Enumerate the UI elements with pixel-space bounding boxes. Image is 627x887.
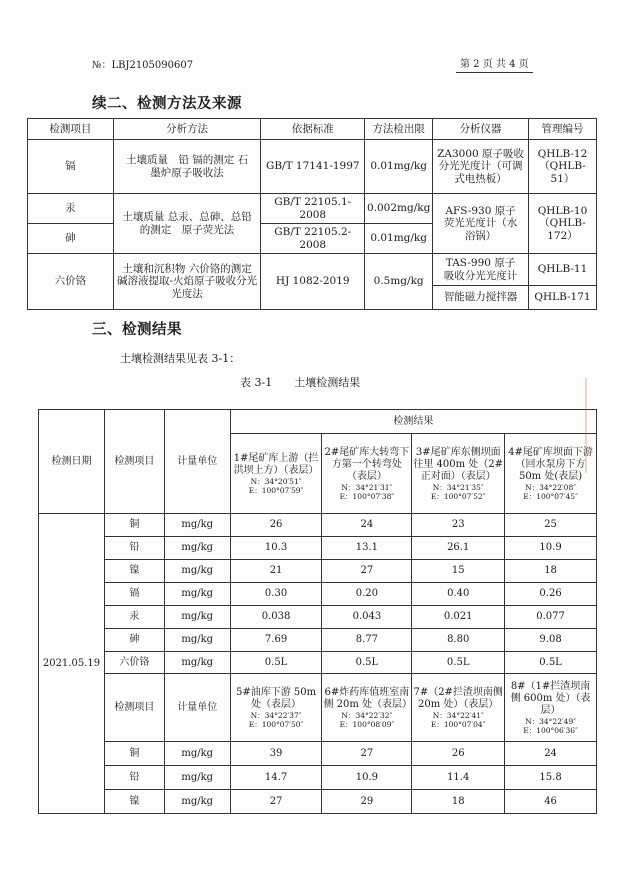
result-value: 8.77 [322, 629, 412, 652]
method-code: QHLB-12（QHLB-51） [528, 140, 596, 194]
result-item: 六价铬 [104, 652, 164, 674]
method-limit: 0.01mg/kg [365, 224, 433, 254]
th-unit-2: 计量单位 [164, 674, 230, 742]
site-lon: E：100°07′38″ [339, 491, 395, 501]
result-row [39, 560, 597, 583]
th-item: 检测项目 [104, 410, 164, 514]
site-name: 5#油库下游 50m 处（表层） [235, 686, 317, 710]
result-value: 7.69 [230, 629, 322, 652]
result-unit: mg/kg [164, 629, 230, 652]
result-unit: mg/kg [164, 583, 230, 606]
method-limit: 0.01mg/kg [365, 140, 433, 194]
site-name: 1#尾矿库上游（拦洪坝上方）（表层） [233, 452, 319, 476]
method-row-hg [28, 194, 597, 224]
method-limit: 0.5mg/kg [365, 254, 433, 310]
result-value: 0.20 [322, 583, 412, 606]
site-lon: E：100°07′59″ [248, 485, 304, 495]
method-desc: 土壤质量 铅 镉的测定 石墨炉原子吸收法 [113, 140, 261, 194]
th-method: 分析方法 [113, 119, 261, 140]
method-item: 汞 [28, 194, 114, 224]
method-standard: HJ 1082-2019 [261, 254, 365, 310]
result-unit: mg/kg [164, 537, 230, 560]
result-value: 26 [412, 742, 505, 766]
site-name: 8#（1#拦渣坝南侧 600m 处）（表层） [510, 680, 591, 716]
site-lat: N：34°21′31″ [341, 482, 393, 492]
result-item: 砷 [104, 629, 164, 652]
site-lon: E：100°06′36″ [523, 725, 578, 735]
result-value: 0.5L [505, 652, 597, 674]
result-value: 0.038 [230, 606, 322, 629]
seal-stamp-edge [585, 378, 627, 473]
method-desc: 土壤质量 总汞、总砷、总铅的测定 原子荧光法 [113, 194, 261, 254]
result-unit: mg/kg [164, 560, 230, 583]
result-unit: mg/kg [164, 790, 230, 814]
site-cell [230, 674, 322, 742]
site-cell [230, 434, 322, 514]
site-lat: N：34°20′51″ [250, 476, 302, 486]
method-item: 六价铬 [28, 254, 114, 310]
site-lat: N：34°22′37″ [250, 710, 302, 720]
method-instrument: 智能磁力搅拌器 [433, 286, 529, 310]
result-value: 10.9 [322, 766, 412, 790]
result-unit: mg/kg [164, 606, 230, 629]
result-value: 25 [505, 514, 597, 537]
result-unit: mg/kg [164, 514, 230, 537]
result-item: 镍 [104, 790, 164, 814]
result-item: 铜 [104, 742, 164, 766]
result-value: 8.80 [412, 629, 505, 652]
result-value: 15 [412, 560, 505, 583]
site-lat: N：34°22′49″ [525, 716, 577, 726]
result-item: 镍 [104, 560, 164, 583]
result-row [39, 514, 597, 537]
result-value: 10.3 [230, 537, 322, 560]
result-value: 26.1 [412, 537, 505, 560]
result-value: 0.5L [230, 652, 322, 674]
result-row [39, 652, 597, 674]
result-value: 14.7 [230, 766, 322, 790]
method-item: 砷 [28, 224, 114, 254]
method-code: QHLB-10（QHLB-172） [528, 194, 596, 254]
result-value: 27 [322, 560, 412, 583]
result-item: 镉 [104, 583, 164, 606]
method-instrument: AFS-930 原子荧光光度计（水浴锅） [433, 194, 529, 254]
method-desc: 土壤和沉积物 六价铬的测定 碱溶液提取-火焰原子吸收分光光度法 [113, 254, 261, 310]
result-value: 29 [322, 790, 412, 814]
result-unit: mg/kg [164, 766, 230, 790]
site-name: 3#尾矿库东侧坝面往里 400m 处（2#正对面）（表层） [413, 446, 504, 482]
result-value: 18 [505, 560, 597, 583]
method-code: QHLB-171 [528, 286, 596, 310]
result-value: 21 [230, 560, 322, 583]
th-unit: 计量单位 [164, 410, 230, 514]
site-lon: E：100°08′09″ [339, 719, 395, 729]
site-lat: N：34°22′32″ [341, 710, 393, 720]
result-row [39, 537, 597, 560]
result-value: 0.5L [322, 652, 412, 674]
result-value: 39 [230, 742, 322, 766]
result-value: 10.9 [505, 537, 597, 560]
site-cell [322, 434, 412, 514]
result-value: 18 [412, 790, 505, 814]
result-value: 24 [505, 742, 597, 766]
result-value: 0.077 [505, 606, 597, 629]
site-lat: N：34°22′08″ [525, 482, 577, 492]
result-value: 23 [412, 514, 505, 537]
th-item: 检测项目 [28, 119, 114, 140]
result-item: 铅 [104, 537, 164, 560]
section2-title: 续二、检测方法及来源 [92, 95, 242, 112]
result-value: 0.26 [505, 583, 597, 606]
result-value: 24 [322, 514, 412, 537]
site-name: 7#（2#拦渣坝南侧 20m 处）（表层） [413, 686, 503, 710]
method-row-cd [28, 140, 597, 194]
date-cell: 2021.05.19 [39, 514, 105, 814]
th-standard: 依据标准 [261, 119, 365, 140]
th-item-2: 检测项目 [104, 674, 164, 742]
result-unit: mg/kg [164, 652, 230, 674]
site-name: 2#尾矿库大转弯下方第一个转弯处（表层） [324, 446, 410, 482]
site-name: 6#炸药库值班室南侧 20m 处（表层） [323, 686, 413, 710]
result-value: 26 [230, 514, 322, 537]
result-item: 铅 [104, 766, 164, 790]
th-limit: 方法检出限 [365, 119, 433, 140]
report-number: №：LBJ2105090607 [92, 60, 194, 71]
site-cell [505, 674, 597, 742]
th-instrument: 分析仪器 [433, 119, 529, 140]
result-value: 0.043 [322, 606, 412, 629]
site-lon: E：100°07′45″ [523, 491, 578, 501]
method-code: QHLB-11 [528, 254, 596, 286]
page-indicator: 第 2 页 共 4 页 [456, 55, 533, 73]
section3-title: 三、检测结果 [92, 321, 182, 338]
result-row [39, 583, 597, 606]
method-instrument: TAS-990 原子吸收分光光度计 [433, 254, 529, 286]
site-row-2 [39, 674, 597, 742]
result-unit: mg/kg [164, 742, 230, 766]
result-row [39, 606, 597, 629]
results-header-row [39, 410, 597, 434]
site-lat: N：34°21′35″ [432, 482, 484, 492]
result-value: 0.5L [412, 652, 505, 674]
result-value: 15.8 [505, 766, 597, 790]
method-standard: GB/T 22105.2-2008 [261, 224, 365, 254]
site-cell [322, 674, 412, 742]
result-value: 9.08 [505, 629, 597, 652]
result-row [39, 742, 597, 766]
th-code: 管理编号 [528, 119, 596, 140]
method-standard: GB/T 17141-1997 [261, 140, 365, 194]
result-item: 汞 [104, 606, 164, 629]
method-standard: GB/T 22105.1-2008 [261, 194, 365, 224]
site-cell [412, 674, 505, 742]
result-value: 27 [322, 742, 412, 766]
site-lat: N：34°22′41″ [432, 710, 484, 720]
results-note: 土壤检测结果见表 3-1： [120, 352, 241, 365]
result-item: 铜 [104, 514, 164, 537]
result-value: 0.021 [412, 606, 505, 629]
result-row [39, 766, 597, 790]
result-value: 11.4 [412, 766, 505, 790]
method-table-header [28, 119, 597, 140]
results-table [38, 409, 597, 814]
method-table [27, 118, 597, 310]
th-results: 检测结果 [230, 410, 596, 434]
result-value: 0.40 [412, 583, 505, 606]
site-lon: E：100°07′04″ [430, 719, 486, 729]
th-date: 检测日期 [39, 410, 105, 514]
site-name: 4#尾矿库坝面下游（回水泵房下方 50m 处(表层) [508, 446, 593, 482]
method-instrument: ZA3000 原子吸收分光光度计（可调式电热板） [433, 140, 529, 194]
method-row-cr6 [28, 254, 597, 286]
result-row [39, 790, 597, 814]
site-lon: E：100°07′52″ [430, 491, 486, 501]
result-value: 27 [230, 790, 322, 814]
result-value: 46 [505, 790, 597, 814]
site-cell [505, 434, 597, 514]
result-row [39, 629, 597, 652]
method-item: 镉 [28, 140, 114, 194]
table-caption: 表 3-1 土壤检测结果 [240, 376, 361, 389]
result-value: 0.30 [230, 583, 322, 606]
site-lon: E：100°07′50″ [248, 719, 304, 729]
method-limit: 0.002mg/kg [365, 194, 433, 224]
result-value: 13.1 [322, 537, 412, 560]
site-cell [412, 434, 505, 514]
